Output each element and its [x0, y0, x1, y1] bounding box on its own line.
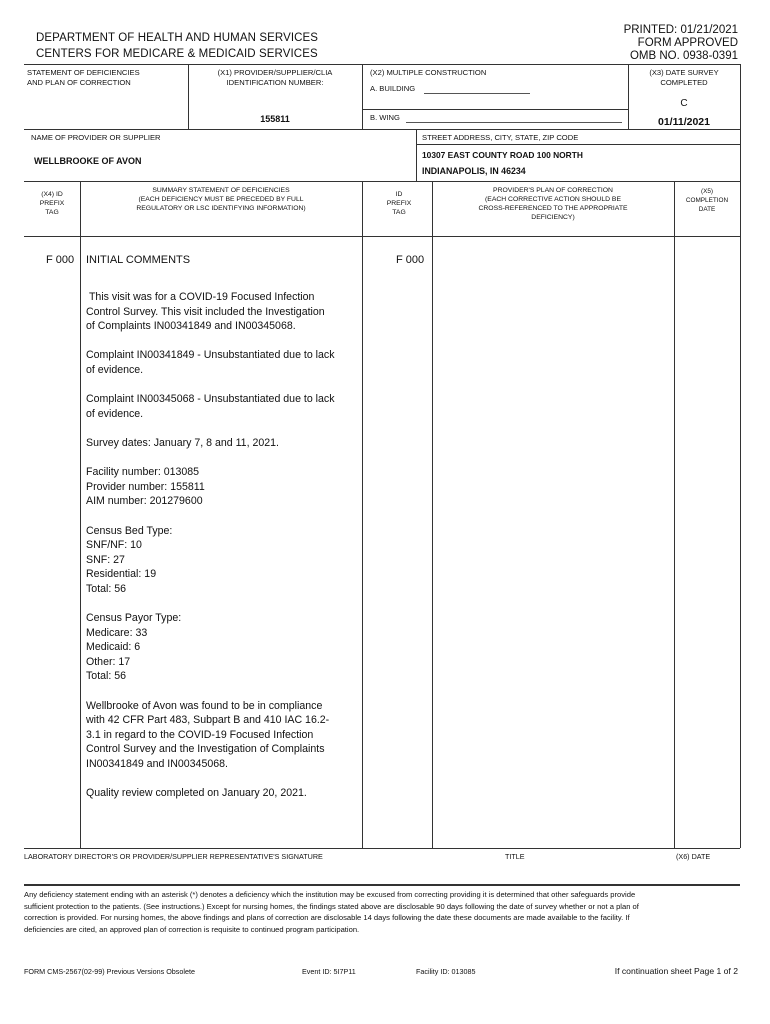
- printed-date: PRINTED: 01/21/2021: [623, 24, 738, 36]
- continuation-page: If continuation sheet Page 1 of 2: [614, 966, 738, 976]
- survey-code: C: [680, 98, 688, 109]
- event-id: Event ID: 5I7P11: [302, 967, 356, 976]
- wing-divider: [362, 109, 628, 110]
- title-label: TITLE: [505, 852, 525, 861]
- x1-label: [188, 68, 362, 88]
- x1-label-line2: IDENTIFICATION NUMBER:: [226, 78, 324, 87]
- plan-header-line2: (EACH CORRECTIVE ACTION SHOULD BE: [485, 196, 621, 203]
- plan-header: [432, 186, 674, 222]
- centers-title: CENTERS FOR MEDICARE & MEDICAID SERVICES: [36, 48, 318, 60]
- top-box-bottom: [24, 129, 740, 130]
- form-approved: FORM APPROVED: [637, 37, 738, 49]
- prefix-tag-right: F 000: [396, 254, 425, 266]
- id-header-line2: PREFIX: [386, 200, 412, 207]
- summary-header-line1: SUMMARY STATEMENT OF DEFICIENCIES: [152, 187, 290, 194]
- col-line-2: [362, 181, 363, 848]
- bed-snf: SNF: 27: [86, 553, 125, 566]
- divider-x2: [362, 64, 363, 129]
- column-header-bottom: [24, 236, 740, 237]
- address-line1: 10307 EAST COUNTY ROAD 100 NORTH: [422, 150, 583, 160]
- col-line-4: [674, 181, 675, 848]
- complaint-1-paragraph: Complaint IN00341849 - Unsubstantiated due to lack of evidence.: [86, 349, 335, 376]
- disclaimer-text: Any deficiency statement ending with an asterisk (*) denotes a deficiency which the institution may be excused from correcting providing it is determined that other safeguards provide sufficient protection to the patients. (See instructions.) Except for nursing homes, the findings stated above are disclosable 90 days following the date of survey whether or not a plan of correction is provided. For nursing homes, the above findings and plans of correction are disclosable 14 days following the date these documents are made available to the facility. If deficiencies are cited, an approved plan of correction is requisite to continued program participation.: [24, 890, 639, 934]
- wing-underline: [406, 122, 622, 123]
- summary-header-line3: REGULATORY OR LSC IDENTIFYING INFORMATION): [136, 205, 306, 212]
- provider-id-value: 155811: [260, 114, 290, 124]
- statement-label: [27, 68, 140, 88]
- payor-medicare: Medicare: 33: [86, 626, 148, 639]
- completion-header-line3: DATE: [698, 206, 716, 213]
- x4-header: [24, 190, 80, 217]
- x4-header-line2: PREFIX: [39, 200, 65, 207]
- facility-id: Facility ID: 013085: [416, 967, 476, 976]
- plan-header-line1: PROVIDER'S PLAN OF CORRECTION: [493, 187, 613, 194]
- summary-header-line2: (EACH DEFICIENCY MUST BE PRECEDED BY FULL: [138, 196, 304, 203]
- complaint-2-paragraph: Complaint IN00345068 - Unsubstantiated due to lack of evidence.: [86, 393, 335, 420]
- provider-name-label: NAME OF PROVIDER OR SUPPLIER: [31, 133, 161, 142]
- initial-comments-heading: INITIAL COMMENTS: [86, 254, 191, 266]
- summary-header: [80, 186, 362, 213]
- facility-number: Facility number: 013085: [86, 466, 200, 479]
- provider-right-border: [740, 129, 741, 181]
- col-line-1: [80, 181, 81, 848]
- provider-number: Provider number: 155811: [86, 480, 205, 493]
- completion-header-line2: COMPLETION: [685, 197, 729, 204]
- census-bed-title: Census Bed Type:: [86, 524, 173, 537]
- signature-bottom-border: [24, 884, 740, 886]
- bed-residential: Residential: 19: [86, 568, 157, 581]
- x2-label: (X2) MULTIPLE CONSTRUCTION: [370, 68, 487, 77]
- address-line2: INDIANAPOLIS, IN 46234: [422, 166, 526, 176]
- id-header: [375, 190, 423, 217]
- wing-label: B. WING: [370, 113, 400, 122]
- payor-other: Other: 17: [86, 655, 131, 668]
- completion-header-line1: (X5): [700, 188, 714, 195]
- department-title: DEPARTMENT OF HEALTH AND HUMAN SERVICES: [36, 32, 319, 44]
- signature-label: LABORATORY DIRECTOR'S OR PROVIDER/SUPPLIER REPRESENTATIVE'S SIGNATURE: [24, 852, 323, 861]
- signature-top-border: [24, 848, 740, 849]
- census-payor-block: [86, 611, 336, 684]
- numbers-block: [86, 465, 336, 509]
- census-bed-block: [86, 524, 336, 597]
- building-label: A. BUILDING: [370, 84, 416, 93]
- building-underline: [424, 93, 530, 94]
- survey-dates-paragraph: Survey dates: January 7, 8 and 11, 2021.: [86, 436, 279, 449]
- survey-date: 01/11/2021: [658, 116, 710, 128]
- date-label: (X6) DATE: [676, 852, 711, 861]
- statement-label-line2: AND PLAN OF CORRECTION: [27, 78, 131, 87]
- omb-number: OMB NO. 0938-0391: [629, 50, 738, 62]
- bed-total: Total: 56: [86, 582, 127, 595]
- address-divider: [416, 144, 740, 145]
- col-line-5: [740, 181, 741, 848]
- provider-divider: [416, 129, 417, 181]
- divider-right: [740, 64, 741, 129]
- prefix-tag-left: F 000: [46, 254, 75, 266]
- x4-header-line1: (X4) ID: [41, 191, 63, 198]
- x1-label-line1: (X1) PROVIDER/SUPPLIER/CLIA: [217, 68, 333, 77]
- payor-total: Total: 56: [86, 670, 127, 683]
- provider-box-bottom: [24, 181, 740, 182]
- aim-number: AIM number: 201279600: [86, 495, 203, 508]
- quality-review-paragraph: Quality review completed on January 20, 2021.: [86, 787, 307, 800]
- plan-header-line3: CROSS-REFERENCED TO THE APPROPRIATE: [478, 205, 628, 212]
- compliance-paragraph: Wellbrooke of Avon was found to be in compliance with 42 CFR Part 483, Subpart B and 410 IAC 16.2-3.1 in regard to the COVID-19 Focused Infection Control Survey and the Investigation of Complaints IN00341849 and IN00345068.: [86, 699, 330, 770]
- id-header-line3: TAG: [392, 209, 406, 216]
- bed-snfnf: SNF/NF: 10: [86, 539, 142, 552]
- x3-label: [628, 68, 740, 88]
- x3-label-line2: COMPLETED: [660, 78, 708, 87]
- summary-body: [86, 290, 336, 815]
- completion-header: [674, 187, 740, 214]
- payor-medicaid: Medicaid: 6: [86, 641, 141, 654]
- address-label: STREET ADDRESS, CITY, STATE, ZIP CODE: [422, 133, 579, 142]
- top-border: [24, 64, 740, 65]
- statement-label-line1: STATEMENT OF DEFICIENCIES: [27, 68, 140, 77]
- census-payor-title: Census Payor Type:: [86, 612, 182, 625]
- visit-paragraph: This visit was for a COVID-19 Focused Infection Control Survey. This visit included the Investigation of Complaints IN00341849 and IN00345068.: [86, 291, 328, 333]
- col-line-3: [432, 181, 433, 848]
- form-number: FORM CMS-2567(02-99) Previous Versions Obsolete: [24, 967, 195, 976]
- plan-header-line4: DEFICIENCY): [531, 214, 575, 221]
- provider-name: WELLBROOKE OF AVON: [34, 156, 142, 166]
- x3-label-line1: (X3) DATE SURVEY: [649, 68, 719, 77]
- id-header-line1: ID: [395, 191, 403, 198]
- x4-header-line3: TAG: [45, 209, 59, 216]
